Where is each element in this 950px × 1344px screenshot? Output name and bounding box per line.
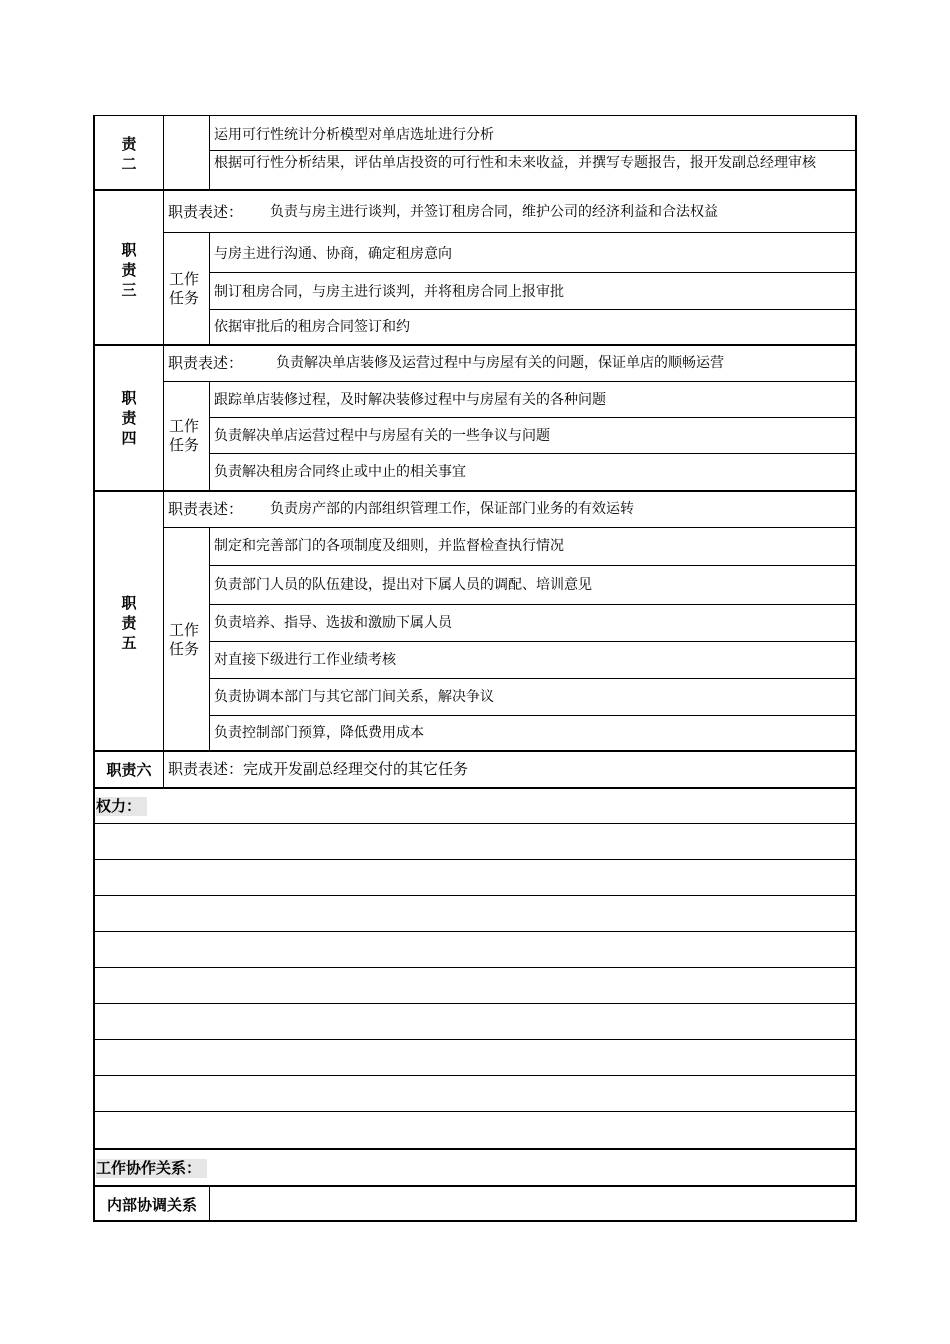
collaboration-title: 工作协作关系： [96,1159,207,1178]
duty5-task-3: 负责培养、指导、选拔和激励下属人员 [214,615,452,631]
duty3-task-2: 制订租房合同，与房主进行谈判，并将租房合同上报审批 [214,284,564,300]
duty3-heading: 职 责 三 [121,241,137,299]
duty2-task-1: 运用可行性统计分析模型对单店选址进行分析 [214,127,494,143]
blank-row-line [93,1003,857,1004]
duty3-statement-label: 职责表述： [168,203,244,221]
table-top-border [93,115,857,116]
duty3-work-label: 工作 任务 [169,270,200,307]
duty4-heading: 职 责 四 [121,389,137,447]
blank-row-line [93,859,857,860]
section-divider [93,1185,857,1187]
row-divider [163,527,856,528]
section-divider [93,750,857,752]
duty4-task-2: 负责解决单店运营过程中与房屋有关的一些争议与问题 [214,428,550,444]
blank-row-line [93,967,857,968]
duty5-work-label: 工作 任务 [169,621,200,658]
row-divider [209,417,856,418]
duty5-task-5: 负责协调本部门与其它部门间关系，解决争议 [214,689,494,705]
duty4-task-1: 跟踪单店装修过程，及时解决装修过程中与房屋有关的各种问题 [214,392,606,408]
duty5-statement-label: 职责表述： [168,500,244,518]
internal-coordination-label: 内部协调关系 [106,1196,197,1214]
row-divider [209,453,856,454]
row-divider [163,232,856,233]
row-divider [209,641,856,642]
authority-title: 权力： [96,797,147,816]
row-divider [209,565,856,566]
duty5-task-1: 制定和完善部门的各项制度及细则，并监督检查执行情况 [214,538,564,554]
internal-coordination-separator [209,1185,210,1221]
blank-row-line [93,1039,857,1040]
heading-column-separator [163,115,164,788]
section-divider [93,490,857,492]
duty2-heading: 责 二 [121,135,137,173]
row-divider [163,381,856,382]
blank-row-line [93,823,857,824]
blank-row-line [93,931,857,932]
duty6-statement: 职责表述：完成开发副总经理交付的其它任务 [168,760,469,778]
task-column-separator-duty3 [209,232,210,344]
blank-row-line [93,1111,857,1112]
duty4-statement: 负责解决单店装修及运营过程中与房屋有关的问题，保证单店的顺畅运营 [276,355,724,371]
duty5-statement: 负责房产部的内部组织管理工作，保证部门业务的有效运转 [270,501,634,517]
duty4-work-label: 工作 任务 [169,417,200,454]
section-divider [93,1148,857,1150]
blank-row-line [93,895,857,896]
duty5-heading: 职 责 五 [121,594,137,652]
task-column-separator-duty5 [209,527,210,750]
duty3-task-1: 与房主进行沟通、协商，确定租房意向 [214,246,452,262]
section-divider [93,787,857,789]
row-divider [209,272,856,273]
row-divider [209,715,856,716]
section-divider [93,344,857,346]
row-divider [209,678,856,679]
task-column-separator-duty2 [209,115,210,189]
duty3-task-3: 依据审批后的租房合同签订和约 [214,319,410,335]
table-right-border [855,115,857,1222]
blank-row-line [93,1075,857,1076]
duty3-statement: 负责与房主进行谈判，并签订租房合同，维护公司的经济利益和合法权益 [270,204,718,220]
duty2-task-2: 根据可行性分析结果，评估单店投资的可行性和未来收益，并撰写专题报告，报开发副总经理审核 [214,155,816,171]
section-divider [93,189,857,191]
duty6-heading: 职责六 [106,761,152,779]
duty5-task-4: 对直接下级进行工作业绩考核 [214,652,396,668]
table-bottom-border [93,1220,857,1222]
row-divider [209,150,856,151]
duty4-statement-label: 职责表述： [168,354,244,372]
task-column-separator-duty4 [209,381,210,490]
row-divider [209,604,856,605]
duty5-task-2: 负责部门人员的队伍建设，提出对下属人员的调配、培训意见 [214,577,592,593]
duty5-task-6: 负责控制部门预算，降低费用成本 [214,725,424,741]
duty4-task-3: 负责解决租房合同终止或中止的相关事宜 [214,464,466,480]
row-divider [209,309,856,310]
